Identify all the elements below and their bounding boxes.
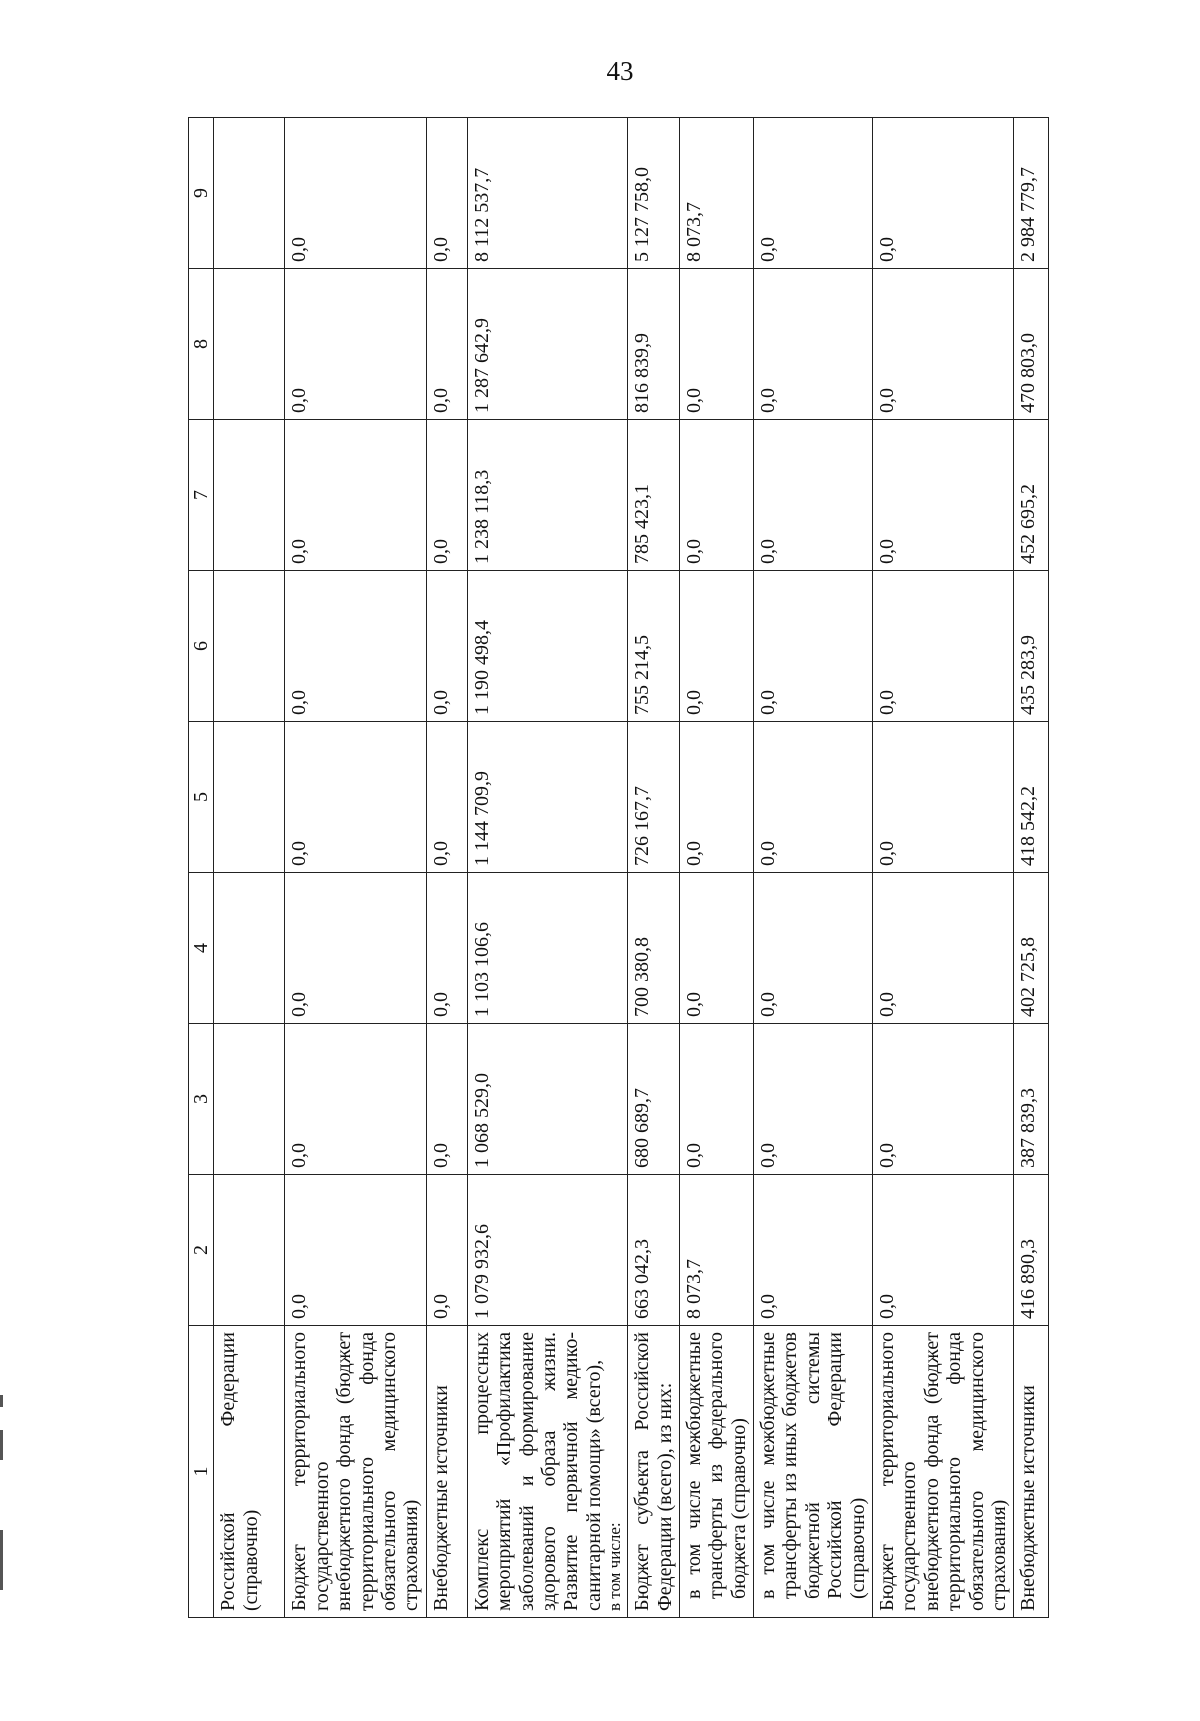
row-label: в том числе межбюджетные трансферты из федерального бюджета (справочно) [679, 1326, 753, 1618]
cell-value: 1 068 529,0 [467, 1024, 627, 1175]
cell-value: 726 167,7 [628, 722, 680, 873]
cell-value: 0,0 [873, 269, 1014, 420]
cell-value: 0,0 [679, 420, 753, 571]
cell-value: 0,0 [426, 118, 467, 269]
cell-value: 816 839,9 [628, 269, 680, 420]
cell-value: 0,0 [285, 269, 426, 420]
table-row-extra-sources [426, 118, 467, 1618]
cell-value [214, 118, 285, 269]
cell-value: 0,0 [873, 873, 1014, 1024]
table-row-subject-budget [628, 118, 680, 1618]
cell-value: 0,0 [754, 118, 873, 269]
cell-value: 0,0 [679, 1024, 753, 1175]
cell-value: 0,0 [873, 1024, 1014, 1175]
cell-value: 0,0 [754, 1175, 873, 1326]
cell-value: 0,0 [426, 571, 467, 722]
cell-value: 0,0 [426, 269, 467, 420]
row-label-subtext: в том числе: [605, 1522, 625, 1611]
cell-value: 0,0 [285, 873, 426, 1024]
cell-value: 0,0 [285, 571, 426, 722]
cell-value [214, 269, 285, 420]
row-label: Внебюджетные источники [1014, 1326, 1049, 1618]
column-header: 5 [189, 722, 214, 873]
scan-edge-mark [0, 1395, 3, 1407]
column-header: 4 [189, 873, 214, 1024]
cell-value: 8 073,7 [679, 118, 753, 269]
row-label [467, 1326, 627, 1618]
cell-value: 0,0 [285, 118, 426, 269]
cell-value: 0,0 [426, 420, 467, 571]
scan-edge-mark [0, 1530, 3, 1590]
cell-value: 387 839,3 [1014, 1024, 1049, 1175]
table-row-federal [214, 118, 285, 1618]
cell-value: 8 112 537,7 [467, 118, 627, 269]
column-header: 6 [189, 571, 214, 722]
cell-value [214, 722, 285, 873]
table-row-tfoms [285, 118, 426, 1618]
cell-value: 1 103 106,6 [467, 873, 627, 1024]
cell-value: 0,0 [873, 1175, 1014, 1326]
cell-value: 8 073,7 [679, 1175, 753, 1326]
table-row-tfoms [873, 118, 1014, 1618]
cell-value: 0,0 [754, 722, 873, 873]
budget-table [188, 117, 1049, 1618]
column-header: 8 [189, 269, 214, 420]
row-label: Бюджет территориального государственного внебюджетного фонда (бюджет территориального фонда обязательного медицинского страхования) [873, 1326, 1014, 1618]
column-header: 3 [189, 1024, 214, 1175]
row-label: в том числе межбюджетные трансферты из иных бюджетов бюджетной системы Российской Федерации (справочно) [754, 1326, 873, 1618]
cell-value [214, 420, 285, 571]
cell-value: 0,0 [426, 873, 467, 1024]
row-label: Внебюджетные источники [426, 1326, 467, 1618]
cell-value: 452 695,2 [1014, 420, 1049, 571]
cell-value [214, 873, 285, 1024]
cell-value: 0,0 [873, 571, 1014, 722]
cell-value: 0,0 [754, 571, 873, 722]
cell-value: 402 725,8 [1014, 873, 1049, 1024]
cell-value: 1 190 498,4 [467, 571, 627, 722]
cell-value: 700 380,8 [628, 873, 680, 1024]
cell-value: 0,0 [754, 269, 873, 420]
cell-value: 785 423,1 [628, 420, 680, 571]
cell-value [214, 1024, 285, 1175]
row-label-text: Комплекс процессных мероприятий «Профилактика заболеваний и формирование здорового образа жизни. Развитие первичной медико-санитарной помощи» (всего), [470, 1332, 605, 1611]
row-label: Бюджет территориального государственного внебюджетного фонда (бюджет территориального фонда обязательного медицинского страхования) [285, 1326, 426, 1618]
cell-value: 418 542,2 [1014, 722, 1049, 873]
cell-value: 0,0 [679, 571, 753, 722]
cell-value: 663 042,3 [628, 1175, 680, 1326]
cell-value: 0,0 [679, 873, 753, 1024]
cell-value: 0,0 [285, 1024, 426, 1175]
cell-value: 0,0 [754, 873, 873, 1024]
cell-value: 0,0 [873, 722, 1014, 873]
scan-edge-mark [0, 1430, 3, 1460]
cell-value: 5 127 758,0 [628, 118, 680, 269]
cell-value: 0,0 [873, 118, 1014, 269]
table-row-transfer-federal [679, 118, 753, 1618]
budget-table-rotated [188, 118, 1068, 1618]
cell-value: 680 689,7 [628, 1024, 680, 1175]
cell-value: 0,0 [679, 269, 753, 420]
cell-value: 435 283,9 [1014, 571, 1049, 722]
page-number: 43 [606, 56, 634, 86]
cell-value: 0,0 [285, 420, 426, 571]
column-header: 7 [189, 420, 214, 571]
cell-value: 416 890,3 [1014, 1175, 1049, 1326]
cell-value: 1 079 932,6 [467, 1175, 627, 1326]
cell-value: 1 287 642,9 [467, 269, 627, 420]
row-label: Российской Федерации (справочно) [214, 1326, 285, 1618]
cell-value: 1 238 118,3 [467, 420, 627, 571]
table-header-row [189, 118, 214, 1618]
column-header: 1 [189, 1326, 214, 1618]
cell-value: 0,0 [873, 420, 1014, 571]
cell-value: 0,0 [679, 722, 753, 873]
column-header: 2 [189, 1175, 214, 1326]
cell-value: 0,0 [285, 1175, 426, 1326]
cell-value: 0,0 [285, 722, 426, 873]
table-row-transfer-other [754, 118, 873, 1618]
table-row-extra-sources [1014, 118, 1049, 1618]
cell-value: 0,0 [426, 722, 467, 873]
cell-value: 0,0 [754, 420, 873, 571]
cell-value: 1 144 709,9 [467, 722, 627, 873]
table-row-complex [467, 118, 627, 1618]
cell-value: 755 214,5 [628, 571, 680, 722]
cell-value [214, 571, 285, 722]
row-label: Бюджет субъекта Российской Федерации (всего), из них: [628, 1326, 680, 1618]
cell-value: 0,0 [426, 1024, 467, 1175]
cell-value: 0,0 [754, 1024, 873, 1175]
cell-value: 0,0 [426, 1175, 467, 1326]
column-header: 9 [189, 118, 214, 269]
cell-value: 470 803,0 [1014, 269, 1049, 420]
cell-value: 2 984 779,7 [1014, 118, 1049, 269]
cell-value [214, 1175, 285, 1326]
